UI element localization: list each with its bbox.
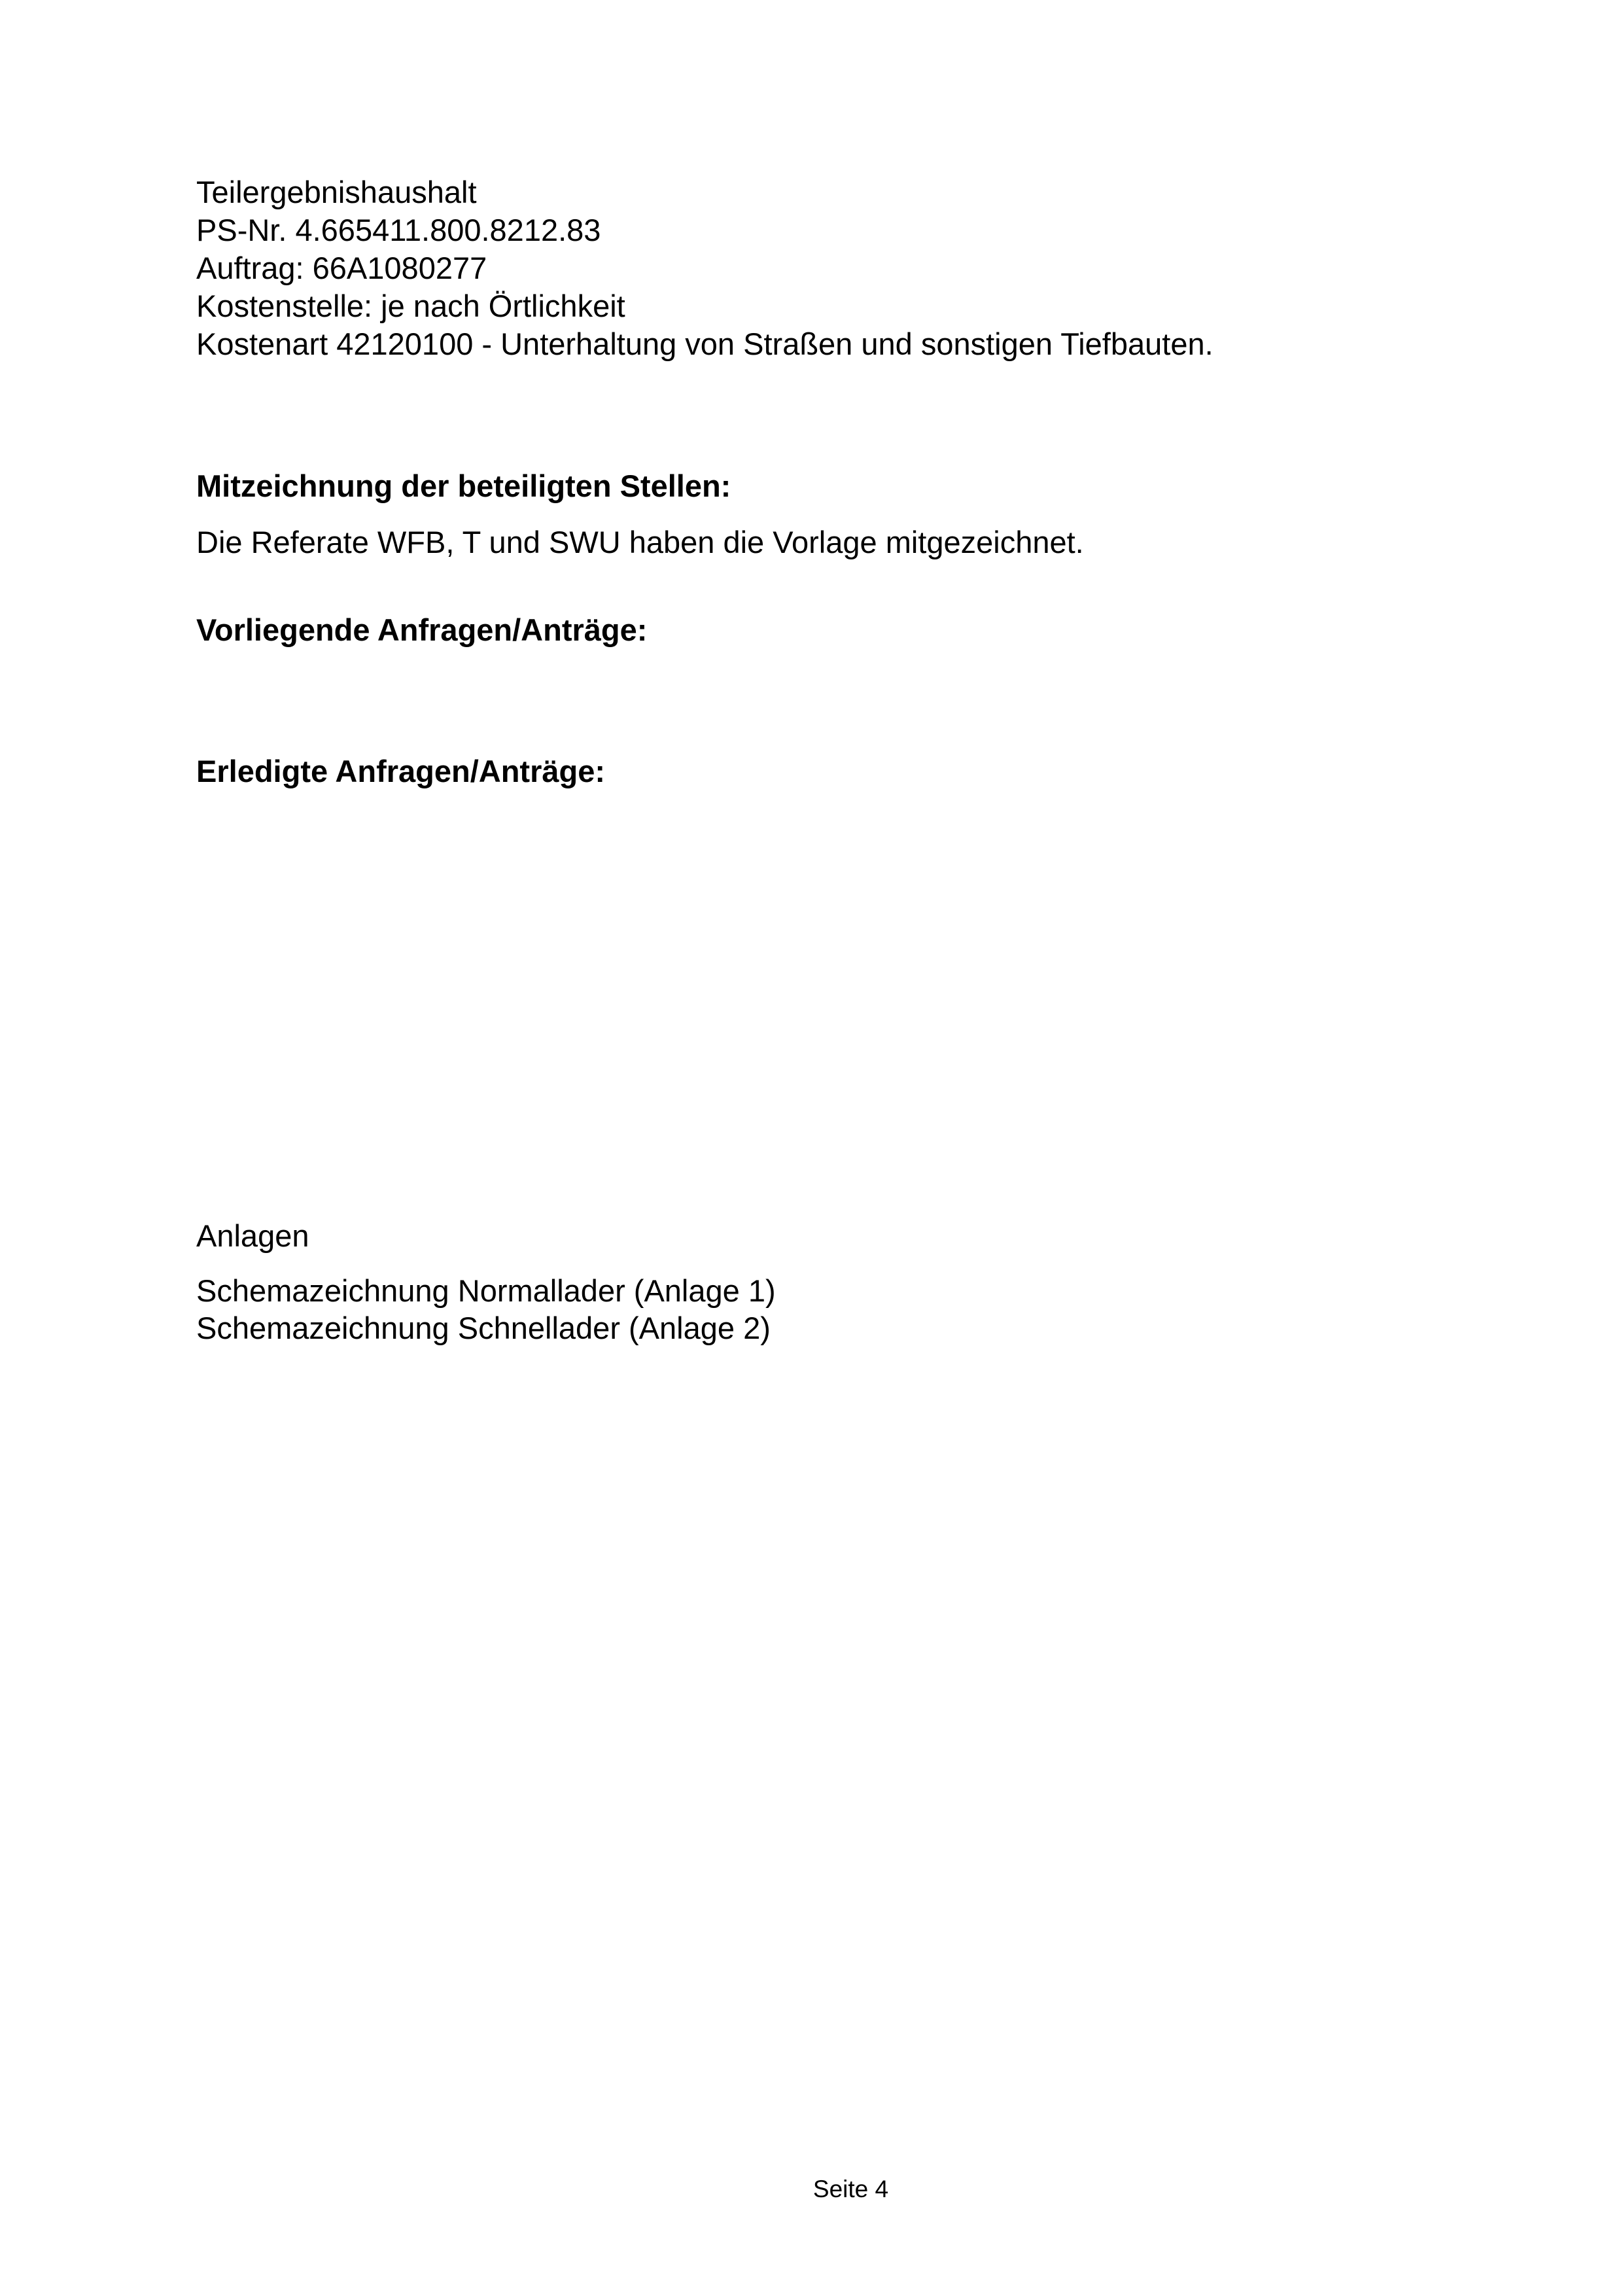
cosigning-text: Die Referate WFB, T und SWU haben die Vorlage mitgezeichnet. xyxy=(196,525,1084,559)
attachment-item-2: Schemazeichnung Schnellader (Anlage 2) xyxy=(196,1311,771,1345)
budget-line-ps-number: PS-Nr. 4.665411.800.8212.83 xyxy=(196,213,601,247)
cosigning-heading: Mitzeichnung der beteiligten Stellen: xyxy=(196,468,731,503)
attachment-item-1: Schemazeichnung Normallader (Anlage 1) xyxy=(196,1273,776,1308)
budget-line-cost-type: Kostenart 42120100 - Unterhaltung von Straßen und sonstigen Tiefbauten. xyxy=(196,327,1213,361)
page-number: Seite 4 xyxy=(812,2176,889,2202)
budget-line-order: Auftrag: 66A1080277 xyxy=(196,251,487,285)
budget-line-heading: Teilergebnishaushalt xyxy=(196,175,477,209)
budget-line-cost-center: Kostenstelle: je nach Örtlichkeit xyxy=(196,289,625,323)
pending-requests-heading: Vorliegende Anfragen/Anträge: xyxy=(196,612,648,647)
attachments-heading: Anlagen xyxy=(196,1218,309,1253)
completed-requests-heading: Erledigte Anfragen/Anträge: xyxy=(196,754,605,788)
